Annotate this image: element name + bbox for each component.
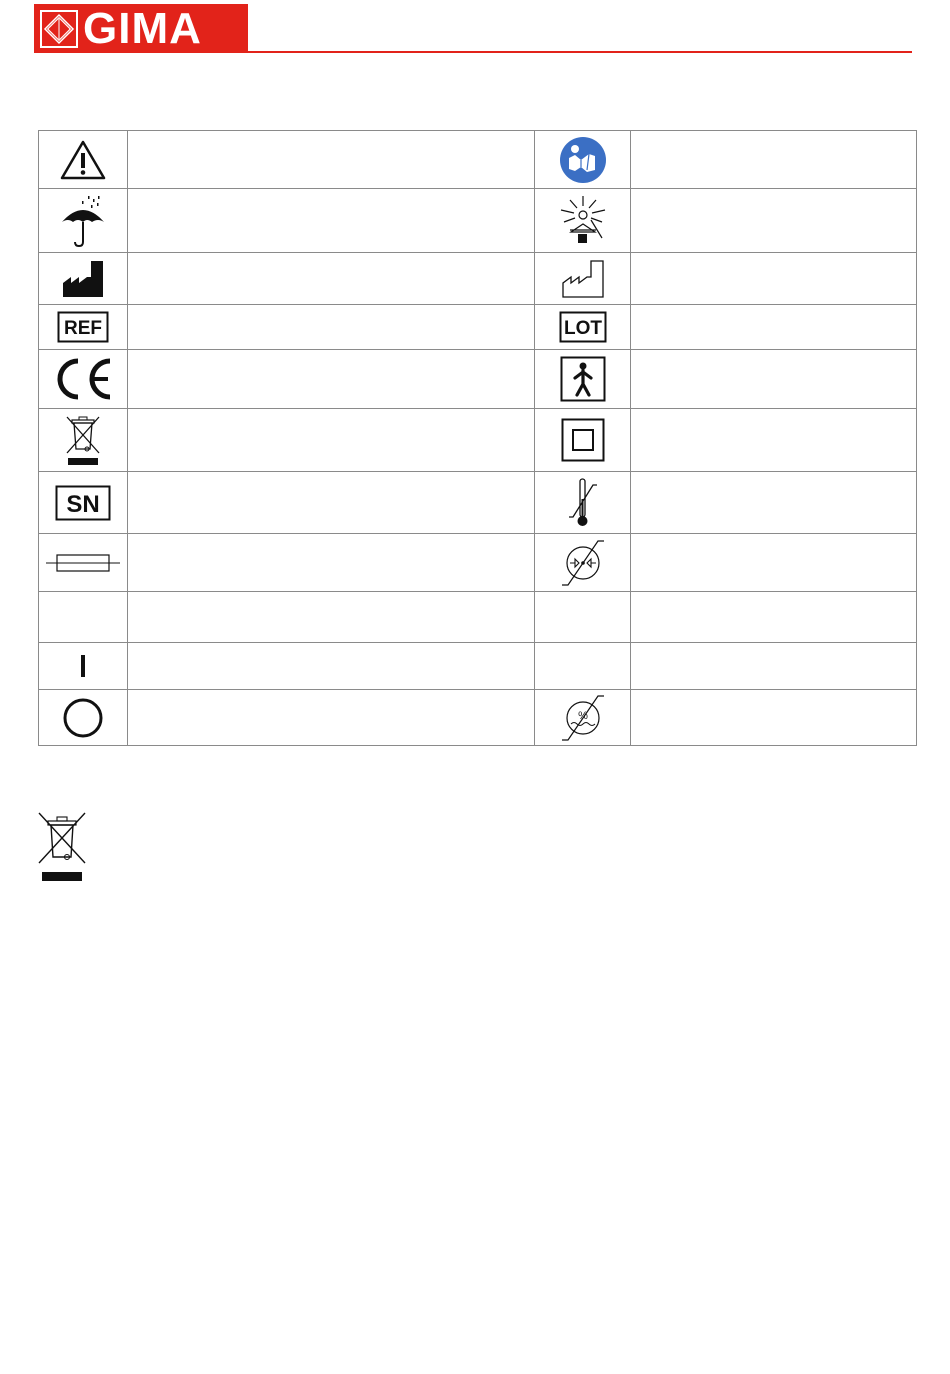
serial-number-icon [39, 472, 128, 534]
warning-triangle-icon [39, 131, 128, 189]
manufacturer-icon [39, 253, 128, 305]
symbol-description [631, 643, 917, 690]
symbols-table [38, 130, 917, 746]
table-row [39, 690, 917, 746]
fuse-icon [39, 534, 128, 592]
table-row [39, 409, 917, 472]
power-off-icon [39, 690, 128, 746]
table-row [39, 592, 917, 643]
symbol-description [128, 409, 535, 472]
table-row [39, 643, 917, 690]
gima-emblem-icon [39, 9, 79, 49]
symbol-description [128, 472, 535, 534]
table-row [39, 534, 917, 592]
table-row [39, 472, 917, 534]
symbol-description [128, 592, 535, 643]
symbol-description [631, 305, 917, 350]
keep-dry-umbrella-icon [39, 189, 128, 253]
symbol-description [128, 690, 535, 746]
keep-away-sunlight-icon [535, 189, 631, 253]
table-row [39, 305, 917, 350]
symbol-description [631, 189, 917, 253]
table-row [39, 350, 917, 409]
svg-text:LOT: LOT [563, 318, 602, 339]
symbol-description [631, 253, 917, 305]
symbol-description [128, 643, 535, 690]
power-on-icon [39, 643, 128, 690]
weee-bin-icon [37, 811, 87, 883]
manufacture-date-icon [535, 253, 631, 305]
ce-mark-icon [39, 350, 128, 409]
weee-bin-icon [39, 409, 128, 472]
table-row [39, 131, 917, 189]
symbol-description [128, 189, 535, 253]
class-ii-icon [535, 409, 631, 472]
table-row [39, 189, 917, 253]
symbol-description [631, 534, 917, 592]
symbol-description [631, 409, 917, 472]
svg-text:SN: SN [66, 490, 100, 518]
header-rule [248, 51, 912, 53]
symbol-description [128, 131, 535, 189]
symbol-description [128, 305, 535, 350]
symbol-description [128, 253, 535, 305]
empty-symbol-cell [535, 592, 631, 643]
ref-code-icon [39, 305, 128, 350]
lot-number-icon [535, 305, 631, 350]
empty-symbol-cell [535, 643, 631, 690]
svg-text:%: % [577, 709, 588, 722]
symbol-description [128, 350, 535, 409]
temperature-limit-icon [535, 472, 631, 534]
empty-symbol-cell [39, 592, 128, 643]
svg-text:REF: REF [64, 318, 102, 339]
brand-wordmark: GIMA [83, 3, 202, 53]
symbol-description [128, 534, 535, 592]
table-row [39, 253, 917, 305]
symbol-description [631, 350, 917, 409]
pressure-limit-icon [535, 534, 631, 592]
symbol-description [631, 131, 917, 189]
humidity-limit-icon [535, 690, 631, 746]
symbol-description [631, 690, 917, 746]
symbol-description [631, 592, 917, 643]
type-bf-applied-part-icon [535, 350, 631, 409]
gima-logo [34, 4, 248, 53]
read-instructions-icon [535, 131, 631, 189]
symbol-description [631, 472, 917, 534]
